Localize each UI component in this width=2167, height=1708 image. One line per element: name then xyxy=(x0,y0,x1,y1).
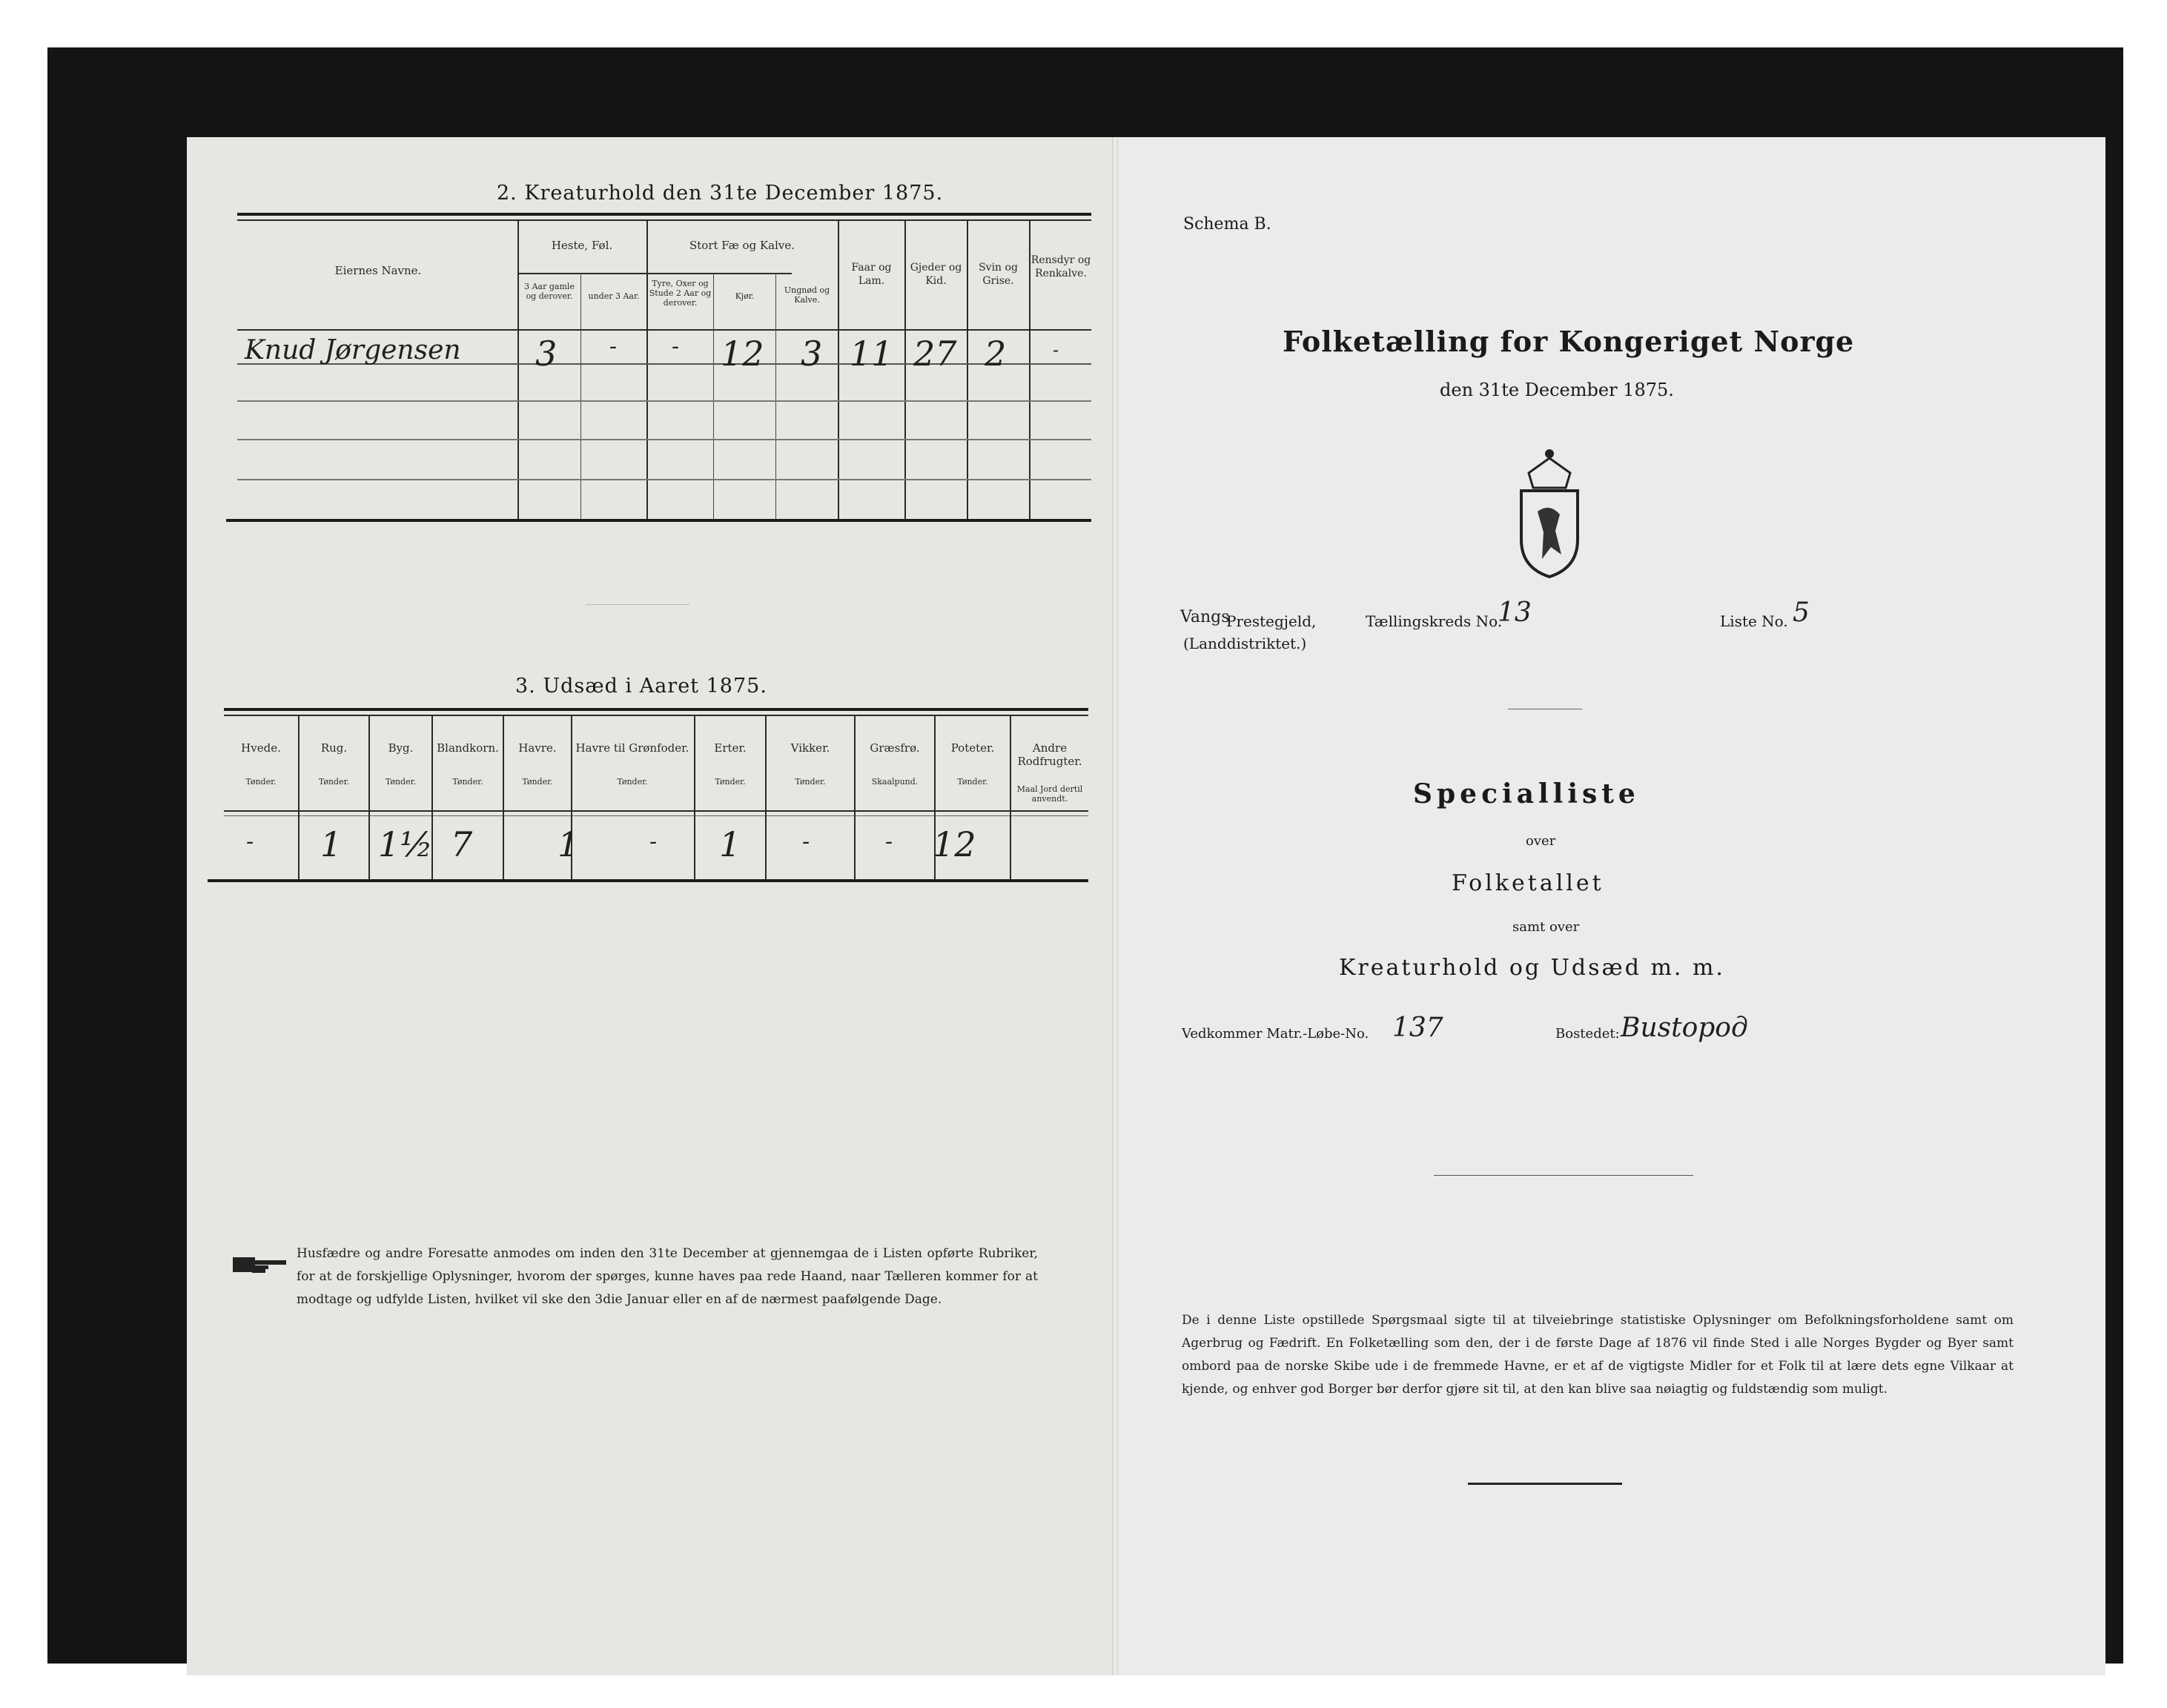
udsaed-col-name: Vikker. xyxy=(790,741,830,755)
col-header: Faar og Lam. xyxy=(851,262,892,287)
udsaed-value: 1½ xyxy=(378,824,433,864)
table2-row-rule xyxy=(237,400,1091,402)
liste-label: Liste No. xyxy=(1720,612,1788,630)
table3-vline xyxy=(694,715,695,879)
kreds-label: Tællingskreds No. xyxy=(1366,612,1503,630)
cell-value: - xyxy=(672,334,680,360)
udsaed-col-unit: Skaalpund. xyxy=(871,777,919,787)
storfae-header: Stort Fæ og Kalve. xyxy=(689,239,795,252)
udsaed-col-name: Andre Rodfrugter. xyxy=(1017,741,1082,768)
udsaed-col-name: Rug. xyxy=(320,741,348,755)
table3-header-bottom-rule xyxy=(224,810,1088,812)
udsaed-col-unit: Tønder. xyxy=(957,777,988,787)
table3-vline xyxy=(765,715,767,879)
bosted-value: Bustород xyxy=(1621,1013,1748,1043)
col-header: Gjeder og Kid. xyxy=(910,262,962,287)
pointing-hand-icon xyxy=(231,1253,289,1277)
udsaed-col-name: Poteter. xyxy=(950,741,995,755)
table2-vline xyxy=(517,219,519,522)
over-label: over xyxy=(1526,833,1556,849)
col-header: Rensdyr og Renkalve. xyxy=(1030,254,1091,279)
udsaed-col-unit: Tønder. xyxy=(318,777,350,787)
census-title: Folketælling for Kongeriget Norge xyxy=(1283,325,1855,358)
census-subtitle: den 31te December 1875. xyxy=(1440,380,1674,400)
matr-label: Vedkommer Matr.-Løbe-No. xyxy=(1182,1026,1369,1042)
table2-vline xyxy=(580,273,581,522)
specialliste-title: Specialliste xyxy=(1413,778,1640,810)
col-header: Tyre, Oxer og Stude 2 Aar og derover. xyxy=(649,279,712,308)
explanation-text: De i denne Liste opstillede Spørgsmaal sigte til at tilveiebringe statistiske Oplysninger om Befolkningsforholdene samt om Agerbrug og Fædrift. En Folketælling som den, der i de første Dage af 1876 vil finde Sted i alle Norges Bygder og Byer samt ombord paa de norske Skibe ude i de fremmede Havne, er et af de vigtigste Midler for et Folk til at lære dets egne Vilkaar at kjende, og enhver god Borger bør derfor gjøre sit til, at den kan blive saa nøiagtig og fuldstændig som muligt. xyxy=(1182,1313,2014,1397)
cell-value: 12 xyxy=(721,334,764,374)
divider xyxy=(1468,1483,1622,1485)
section3-title: 3. Udsæd i Aaret 1875. xyxy=(515,675,767,698)
table2-vline xyxy=(646,219,648,522)
udsaed-value: 7 xyxy=(451,824,473,864)
table3-vline xyxy=(854,715,856,879)
table2-top-rule xyxy=(237,213,1091,216)
table3-vline xyxy=(368,715,370,879)
matr-value: 137 xyxy=(1392,1013,1443,1043)
col-header: 3 Aar gamle og derover. xyxy=(524,282,575,301)
prestegjeld-label: Prestegjeld, xyxy=(1226,612,1317,630)
cell-value: 11 xyxy=(850,334,893,374)
udsaed-col-unit: Tønder. xyxy=(245,777,277,787)
udsaed-col-unit: Maal Jord dertil anvendt. xyxy=(1016,784,1083,804)
udsaed-col-unit: Tønder. xyxy=(522,777,553,787)
table3-vline xyxy=(298,715,300,879)
udsaed-value: 12 xyxy=(933,824,976,864)
table2-header-bottom-rule xyxy=(237,329,1091,331)
udsaed-col-name: Havre. xyxy=(518,741,557,755)
udsaed-col-unit: Tønder. xyxy=(617,777,648,787)
udsaed-col-name: Hvede. xyxy=(241,741,281,755)
folketallet-title: Folketallet xyxy=(1452,870,1604,896)
table2-vline xyxy=(775,273,776,522)
coat-of-arms-icon xyxy=(1506,443,1592,580)
udsaed-col-name: Græsfrø. xyxy=(870,741,920,755)
cell-value: 3 xyxy=(535,334,558,374)
kreaturhold-title: Kreaturhold og Udsæd m. m. xyxy=(1339,955,1725,981)
udsaed-col-name: Byg. xyxy=(388,741,414,755)
divider xyxy=(1434,1175,1693,1176)
cell-value: 2 xyxy=(985,334,1007,374)
samt-over-label: samt over xyxy=(1512,919,1580,935)
table2-top-rule-inner xyxy=(237,219,1091,221)
table2-bottom-rule xyxy=(226,519,1091,522)
udsaed-col-unit: Tønder. xyxy=(715,777,746,787)
udsaed-col-name: Blandkorn. xyxy=(437,741,499,755)
owner-name: Knud Jørgensen xyxy=(245,335,461,365)
udsaed-col-unit: Tønder. xyxy=(795,777,826,787)
prestegjeld-value: Vangs xyxy=(1180,608,1230,626)
table3-bottom-rule xyxy=(208,879,1088,882)
left-page xyxy=(187,137,1115,1675)
udsaed-value: 1 xyxy=(320,824,343,864)
table3-top-rule-inner xyxy=(224,715,1088,716)
udsaed-value: 1 xyxy=(558,824,580,864)
table2-row-rule xyxy=(237,479,1091,480)
kreds-value: 13 xyxy=(1498,598,1532,628)
udsaed-col-unit: Tønder. xyxy=(385,777,417,787)
footnote-text: Husfædre og andre Foresatte anmodes om inden den 31te December at gjennemgaa de i Listen opførte Rubriker, for at de forskjellige Oplysninger, hvorom der spørges, kunne haves paa rede Haand, naar Tælleren kommer for at modtage og udfylde Listen, hvilket vil ske den 3die Januar eller en af de nærmest paafølgende Dage. xyxy=(297,1246,1038,1307)
heste-header: Heste, Føl. xyxy=(551,239,613,252)
col-header: Svin og Grise. xyxy=(979,262,1018,287)
udsaed-value: - xyxy=(649,829,658,855)
udsaed-value: 1 xyxy=(719,824,741,864)
bosted-label: Bostedet: xyxy=(1555,1026,1620,1042)
col-header: under 3 Aar. xyxy=(588,291,640,301)
liste-value: 5 xyxy=(1793,598,1810,628)
col-header: Kjør. xyxy=(735,291,755,301)
udsaed-col-name: Havre til Grønfoder. xyxy=(575,741,689,755)
cell-value: - xyxy=(609,334,618,360)
udsaed-value: - xyxy=(885,829,893,855)
table2-group-rule-storfae xyxy=(646,273,792,274)
schema-label: Schema B. xyxy=(1183,215,1271,234)
table2-row-rule xyxy=(237,439,1091,440)
right-page xyxy=(1115,137,2105,1675)
page-fold xyxy=(1112,137,1118,1675)
cell-value: - xyxy=(1053,340,1059,360)
divider xyxy=(586,604,689,605)
section2-title: 2. Kreaturhold den 31te December 1875. xyxy=(497,182,944,205)
cell-value: 27 xyxy=(913,334,957,374)
udsaed-value: - xyxy=(802,829,810,855)
landdistrikt-label: (Landdistriktet.) xyxy=(1183,635,1307,652)
udsaed-col-name: Erter. xyxy=(714,741,747,755)
owner-header: Eiernes Navne. xyxy=(334,264,422,277)
table2-vline xyxy=(713,273,714,522)
udsaed-value: - xyxy=(246,829,254,855)
table3-header-bottom-rule-inner xyxy=(224,815,1088,816)
cell-value: 3 xyxy=(801,334,823,374)
udsaed-col-unit: Tønder. xyxy=(452,777,483,787)
col-header: Ungnød og Kalve. xyxy=(784,285,830,305)
table3-vline xyxy=(503,715,504,879)
table3-top-rule xyxy=(224,708,1088,711)
